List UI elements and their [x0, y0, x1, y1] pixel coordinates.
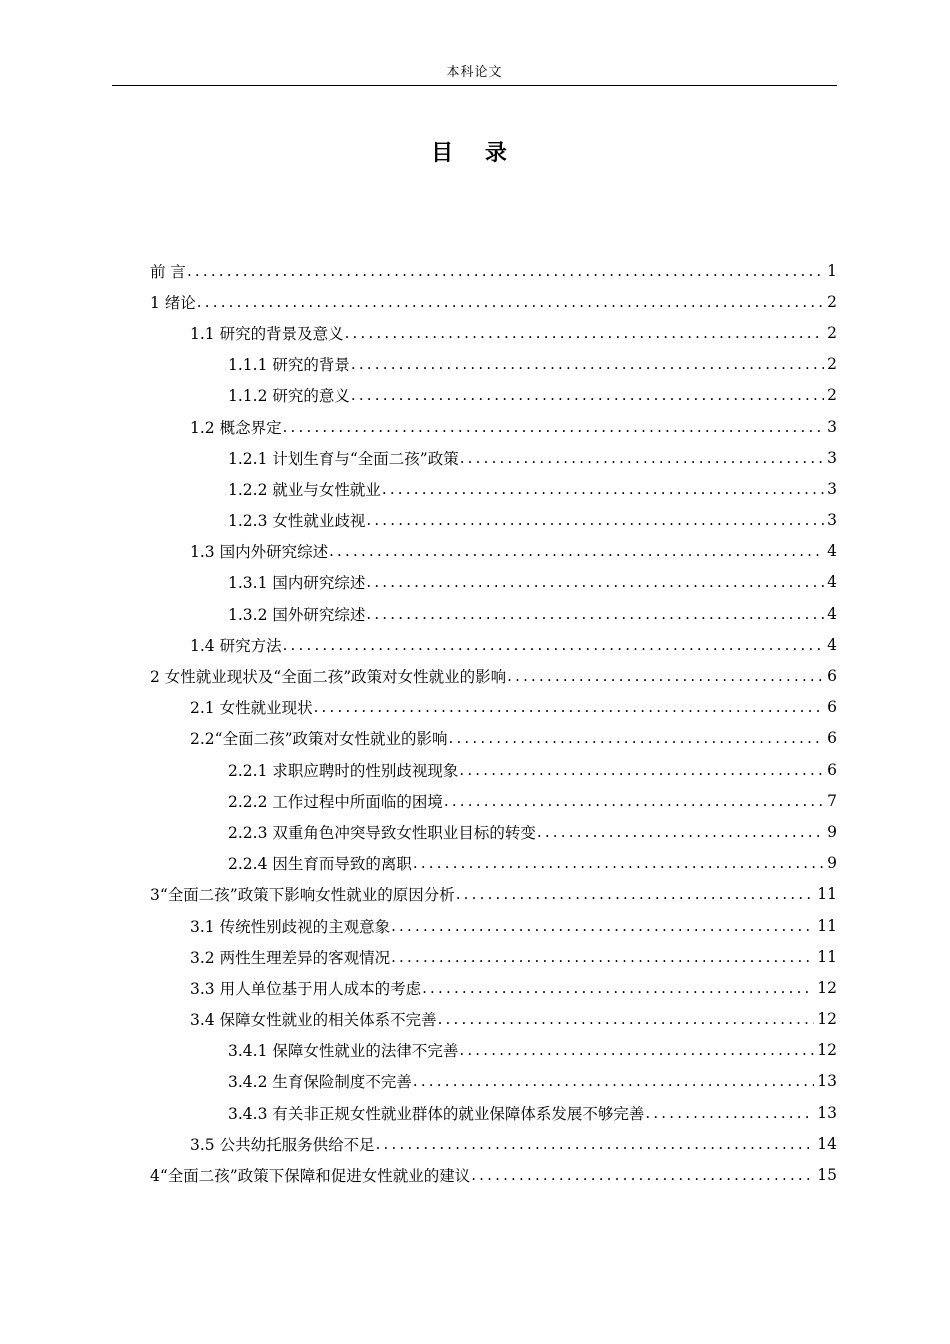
toc-entry-page-number: 2: [827, 323, 837, 342]
toc-entry-page-number: 11: [817, 885, 837, 904]
toc-entry-label: 1.2.1 计划生育与“全面二孩”政策: [228, 449, 459, 468]
toc-entry-label: 1 绪论: [150, 293, 196, 312]
toc-entry-page-number: 11: [817, 916, 837, 935]
toc-entry-label: 3.4.2 生育保险制度不完善: [228, 1073, 412, 1092]
toc-entry-label: 1.1 研究的背景及意义: [190, 324, 344, 343]
dot-leader: [537, 823, 824, 841]
toc-entry-label: 1.3.2 国外研究综述: [228, 605, 366, 624]
toc-entry[interactable]: [150, 972, 837, 1003]
toc-entry-label: 3.3 用人单位基于用人成本的考虑: [190, 979, 422, 998]
toc-entry-label: 2.2.4 因生育而导致的离职: [228, 855, 412, 874]
dot-leader: [456, 885, 815, 903]
toc-entry-label: 3“全面二孩”政策下影响女性就业的原因分析: [150, 886, 455, 905]
toc-entry-page-number: 1: [827, 261, 837, 280]
toc-entry[interactable]: [150, 1128, 837, 1159]
toc-entry-page-number: 4: [827, 573, 837, 592]
toc-entry-page-number: 3: [827, 479, 837, 498]
toc-entry-page-number: 9: [827, 822, 837, 841]
page-header: 本科论文: [446, 65, 503, 80]
toc-entry-page-number: 13: [817, 1103, 837, 1122]
dot-leader: [376, 1135, 815, 1153]
dot-leader: [645, 1104, 814, 1122]
toc-entry[interactable]: [150, 1004, 837, 1035]
toc-entry[interactable]: [150, 848, 837, 879]
dot-leader: [413, 854, 824, 872]
dot-leader: [351, 386, 824, 404]
toc-entry-page-number: 12: [817, 978, 837, 997]
toc-entry-page-number: 7: [827, 791, 837, 810]
toc-entry[interactable]: [150, 536, 837, 567]
toc-entry-label: 2.2.2 工作过程中所面临的困境: [228, 792, 443, 811]
toc-entry-page-number: 3: [827, 448, 837, 467]
dot-leader: [449, 729, 825, 747]
toc-title: 目 录: [431, 141, 519, 166]
dot-leader: [351, 355, 824, 373]
toc-entry[interactable]: [150, 317, 837, 348]
dot-leader: [382, 480, 824, 498]
toc-entry-label: 1.2 概念界定: [190, 418, 282, 437]
dot-leader: [413, 1072, 814, 1090]
toc-entry-page-number: 11: [817, 947, 837, 966]
dot-leader: [283, 636, 824, 654]
toc-entry-page-number: 12: [817, 1010, 837, 1029]
dot-leader: [366, 605, 824, 623]
toc-entry-page-number: 6: [827, 667, 837, 686]
toc-entry[interactable]: [150, 1035, 837, 1066]
header-rule: [112, 85, 837, 86]
toc-entry[interactable]: [150, 1066, 837, 1097]
toc-entry[interactable]: [150, 723, 837, 754]
toc-entry-label: 前 言: [150, 262, 186, 281]
toc-entry-label: 1.1.1 研究的背景: [228, 356, 350, 375]
dot-leader: [507, 667, 824, 685]
dot-leader: [460, 449, 824, 467]
toc-entry[interactable]: [150, 411, 837, 442]
dot-leader: [283, 418, 824, 436]
toc-entry-label: 2.2.1 求职应聘时的性别歧视现象: [228, 761, 459, 780]
toc-entry-page-number: 4: [827, 542, 837, 561]
toc-entry-page-number: 6: [827, 729, 837, 748]
toc-entry-page-number: 6: [827, 760, 837, 779]
toc-entry[interactable]: [150, 255, 837, 286]
toc-entry[interactable]: [150, 473, 837, 504]
dot-leader: [187, 262, 824, 280]
toc-entry-page-number: 6: [827, 698, 837, 717]
toc-entry-label: 1.2.3 女性就业歧视: [228, 512, 366, 531]
toc-entry[interactable]: [150, 754, 837, 785]
toc-entry-page-number: 9: [827, 854, 837, 873]
dot-leader: [329, 542, 824, 560]
toc-entry-label: 1.3 国内外研究综述: [190, 543, 329, 562]
toc-entry-page-number: 4: [827, 604, 837, 623]
toc-entry-page-number: 12: [817, 1041, 837, 1060]
dot-leader: [459, 1041, 814, 1059]
toc-entry-label: 3.2 两性生理差异的客观情况: [190, 948, 391, 967]
dot-leader: [314, 698, 824, 716]
toc-entry-page-number: 2: [827, 292, 837, 311]
dot-leader: [438, 1010, 815, 1028]
toc-entry-page-number: 3: [827, 511, 837, 530]
toc-entry[interactable]: [150, 442, 837, 473]
toc-entry[interactable]: [150, 660, 837, 691]
toc-entry[interactable]: [150, 567, 837, 598]
toc-entry[interactable]: [150, 941, 837, 972]
toc-entry[interactable]: [150, 816, 837, 847]
toc-entry-label: 3.4.3 有关非正规女性就业群体的就业保障体系发展不够完善: [228, 1104, 645, 1123]
toc-entry-page-number: 15: [817, 1166, 837, 1185]
dot-leader: [366, 511, 824, 529]
toc-entry-page-number: 2: [827, 386, 837, 405]
toc-entry-label: 3.1 传统性别歧视的主观意象: [190, 917, 391, 936]
table-of-contents: [150, 255, 837, 1191]
dot-leader: [366, 573, 824, 591]
toc-entry[interactable]: [150, 785, 837, 816]
toc-entry[interactable]: [150, 1159, 837, 1190]
dot-leader: [391, 917, 814, 935]
toc-entry[interactable]: [150, 505, 837, 536]
toc-entry-label: 2 女性就业现状及“全面二孩”政策对女性就业的影响: [150, 668, 507, 687]
dot-leader: [345, 324, 824, 342]
toc-entry-label: 2.2.3 双重角色冲突导致女性职业目标的转变: [228, 823, 536, 842]
dot-leader: [422, 979, 814, 997]
toc-entry-label: 1.2.2 就业与女性就业: [228, 480, 381, 499]
toc-entry-page-number: 13: [817, 1072, 837, 1091]
toc-entry[interactable]: [150, 349, 837, 380]
toc-entry[interactable]: [150, 910, 837, 941]
toc-entry-label: 1.1.2 研究的意义: [228, 387, 350, 406]
toc-entry-label: 3.4 保障女性就业的相关体系不完善: [190, 1011, 437, 1030]
dot-leader: [471, 1166, 814, 1184]
toc-entry-page-number: 2: [827, 355, 837, 374]
dot-leader: [197, 293, 824, 311]
toc-entry-label: 1.4 研究方法: [190, 636, 282, 655]
dot-leader: [459, 761, 824, 779]
toc-entry[interactable]: [150, 286, 837, 317]
toc-entry-label: 2.1 女性就业现状: [190, 699, 313, 718]
toc-entry-label: 3.5 公共幼托服务供给不足: [190, 1135, 375, 1154]
toc-entry[interactable]: [150, 380, 837, 411]
dot-leader: [391, 948, 814, 966]
toc-entry-label: 4“全面二孩”政策下保障和促进女性就业的建议: [150, 1167, 471, 1186]
dot-leader: [444, 792, 824, 810]
toc-entry-page-number: 3: [827, 417, 837, 436]
toc-entry-label: 3.4.1 保障女性就业的法律不完善: [228, 1042, 459, 1061]
toc-entry[interactable]: [150, 1097, 837, 1128]
toc-entry-label: 2.2“全面二孩”政策对女性就业的影响: [190, 730, 448, 749]
toc-entry[interactable]: [150, 598, 837, 629]
toc-entry[interactable]: [150, 629, 837, 660]
toc-entry-page-number: 4: [827, 635, 837, 654]
toc-entry[interactable]: [150, 879, 837, 910]
toc-entry-label: 1.3.1 国内研究综述: [228, 574, 366, 593]
toc-entry[interactable]: [150, 692, 837, 723]
toc-entry-page-number: 14: [817, 1134, 837, 1153]
